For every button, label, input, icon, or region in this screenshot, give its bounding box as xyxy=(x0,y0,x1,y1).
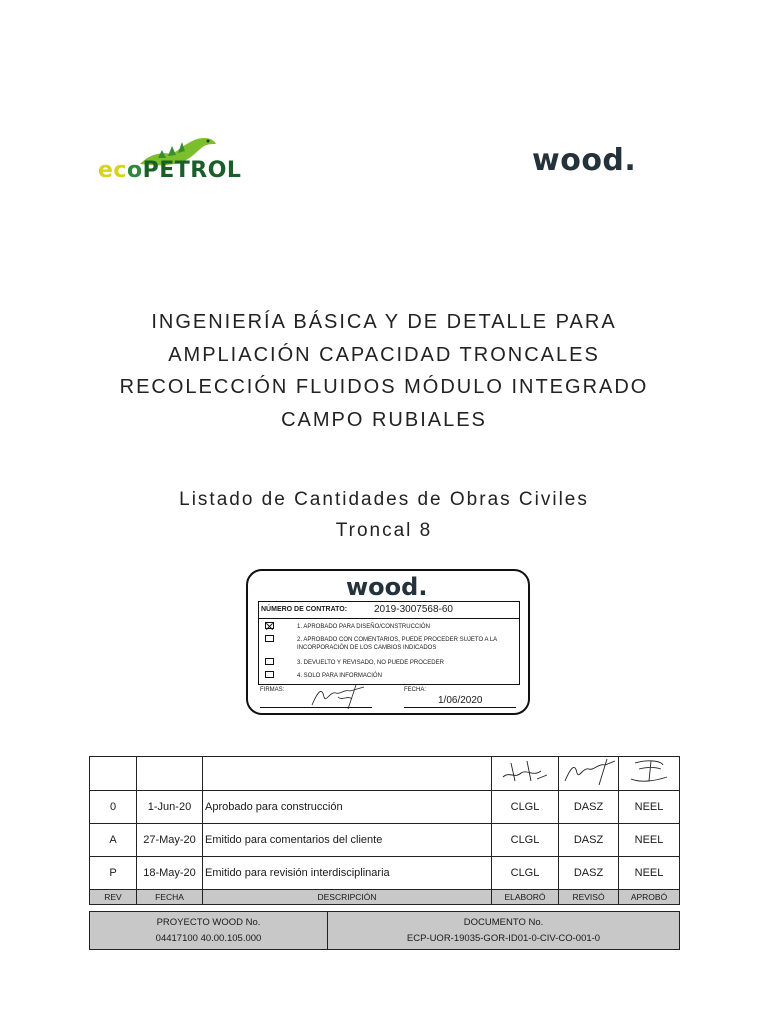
checkbox-checked-icon xyxy=(265,622,274,629)
documento-value: ECP-UOR-19035-GOR-ID01-0-CIV-CO-001-0 xyxy=(406,932,601,944)
signature-icon xyxy=(561,757,617,787)
approval-stamp xyxy=(246,569,530,715)
fecha-cell: 1-Jun-20 xyxy=(137,791,203,824)
divider xyxy=(259,618,519,619)
header-reviso: REVISÓ xyxy=(559,890,619,905)
proyecto-label: PROYECTO WOOD No. xyxy=(156,916,261,928)
descripcion-cell: Emitido para comentarios del cliente xyxy=(203,824,492,857)
subtitle-line-1: Listado de Cantidades de Obras Civiles xyxy=(179,489,589,510)
header-fecha: FECHA xyxy=(137,890,203,905)
elaboro-cell: CLGL xyxy=(492,857,559,890)
documento-cell xyxy=(328,912,680,950)
header-aprobo: APROBÓ xyxy=(619,890,680,905)
table-row xyxy=(90,857,680,890)
aprobo-cell: NEEL xyxy=(619,824,680,857)
eco-part-1: ec xyxy=(98,158,127,183)
table-header-row xyxy=(90,890,680,905)
blank-cell xyxy=(203,757,492,791)
ecopetrol-wordmark xyxy=(98,158,241,183)
signature-icon xyxy=(621,757,677,787)
checkbox-icon xyxy=(265,635,274,642)
signature-cell xyxy=(492,757,559,791)
fecha-label: FECHA: xyxy=(404,687,427,693)
elaboro-cell: CLGL xyxy=(492,824,559,857)
revision-table xyxy=(89,756,680,905)
header-elaboro: ELABORÓ xyxy=(492,890,559,905)
fecha-cell: 27-May-20 xyxy=(137,824,203,857)
checkbox-icon xyxy=(265,671,274,678)
signature-line xyxy=(260,707,372,708)
signature-row xyxy=(90,757,680,791)
document-title xyxy=(80,306,688,436)
header-descripcion: DESCRIPCIÓN xyxy=(203,890,492,905)
title-line-3: RECOLECCIÓN FLUIDOS MÓDULO INTEGRADO xyxy=(119,376,649,398)
eco-part-3: PETROL xyxy=(142,158,242,183)
option-label: 1. APROBADO PARA DISEÑO/CONSTRUCCIÓN xyxy=(297,624,430,630)
documento-label: DOCUMENTO No. xyxy=(463,916,544,928)
signature-cell xyxy=(559,757,619,791)
document-info-table xyxy=(89,911,680,950)
blank-cell xyxy=(137,757,203,791)
table-row xyxy=(90,791,680,824)
ecopetrol-logo xyxy=(98,128,278,188)
subtitle-line-2: Troncal 8 xyxy=(335,520,433,541)
stamp-signature-area xyxy=(258,685,520,711)
rev-cell: P xyxy=(90,857,137,890)
aprobo-cell: NEEL xyxy=(619,857,680,890)
signature-icon xyxy=(497,757,553,787)
rev-cell: A xyxy=(90,824,137,857)
option-label: 3. DEVUELTO Y REVISADO, NO PUEDE PROCEDER xyxy=(297,660,444,666)
eco-part-2: o xyxy=(126,158,143,183)
fecha-value: 1/06/2020 xyxy=(438,695,483,706)
descripcion-cell: Emitido para revisión interdisciplinaria xyxy=(203,857,492,890)
document-subtitle xyxy=(80,484,688,546)
elaboro-cell: CLGL xyxy=(492,791,559,824)
header-rev: REV xyxy=(90,890,137,905)
title-line-2: AMPLIACIÓN CAPACIDAD TRONCALES xyxy=(168,343,600,366)
firmas-label: FIRMAS: xyxy=(260,687,285,693)
wood-logo: wood. xyxy=(532,143,637,178)
option-label: 2. APROBADO CON COMENTARIOS, PUEDE PROCEDER SUJETO A LA INCORPORACIÓN DE LOS CAMBIOS INDICADOS xyxy=(297,637,497,651)
checkbox-icon xyxy=(265,658,274,665)
rev-cell: 0 xyxy=(90,791,137,824)
stamp-wood-logo: wood. xyxy=(346,573,428,601)
blank-cell xyxy=(90,757,137,791)
fecha-cell: 18-May-20 xyxy=(137,857,203,890)
reviso-cell: DASZ xyxy=(559,857,619,890)
contract-number: 2019-3007568-60 xyxy=(374,604,453,615)
descripcion-cell: Aprobado para construcción xyxy=(203,791,492,824)
aprobo-cell: NEEL xyxy=(619,791,680,824)
contract-label: NÚMERO DE CONTRATO: xyxy=(261,606,348,613)
date-line xyxy=(404,707,516,708)
signature-cell xyxy=(619,757,680,791)
reviso-cell: DASZ xyxy=(559,791,619,824)
document-info-row xyxy=(90,912,680,950)
option-label: 4. SOLO PARA INFORMACIÓN xyxy=(297,673,382,679)
proyecto-cell xyxy=(90,912,328,950)
proyecto-value: 04417100 40.00.105.000 xyxy=(155,932,262,944)
reviso-cell: DASZ xyxy=(559,824,619,857)
title-line-1: INGENIERÍA BÁSICA Y DE DETALLE PARA xyxy=(151,311,617,333)
title-line-4: CAMPO RUBIALES xyxy=(281,408,487,431)
stamp-options-box xyxy=(258,601,520,685)
table-row xyxy=(90,824,680,857)
